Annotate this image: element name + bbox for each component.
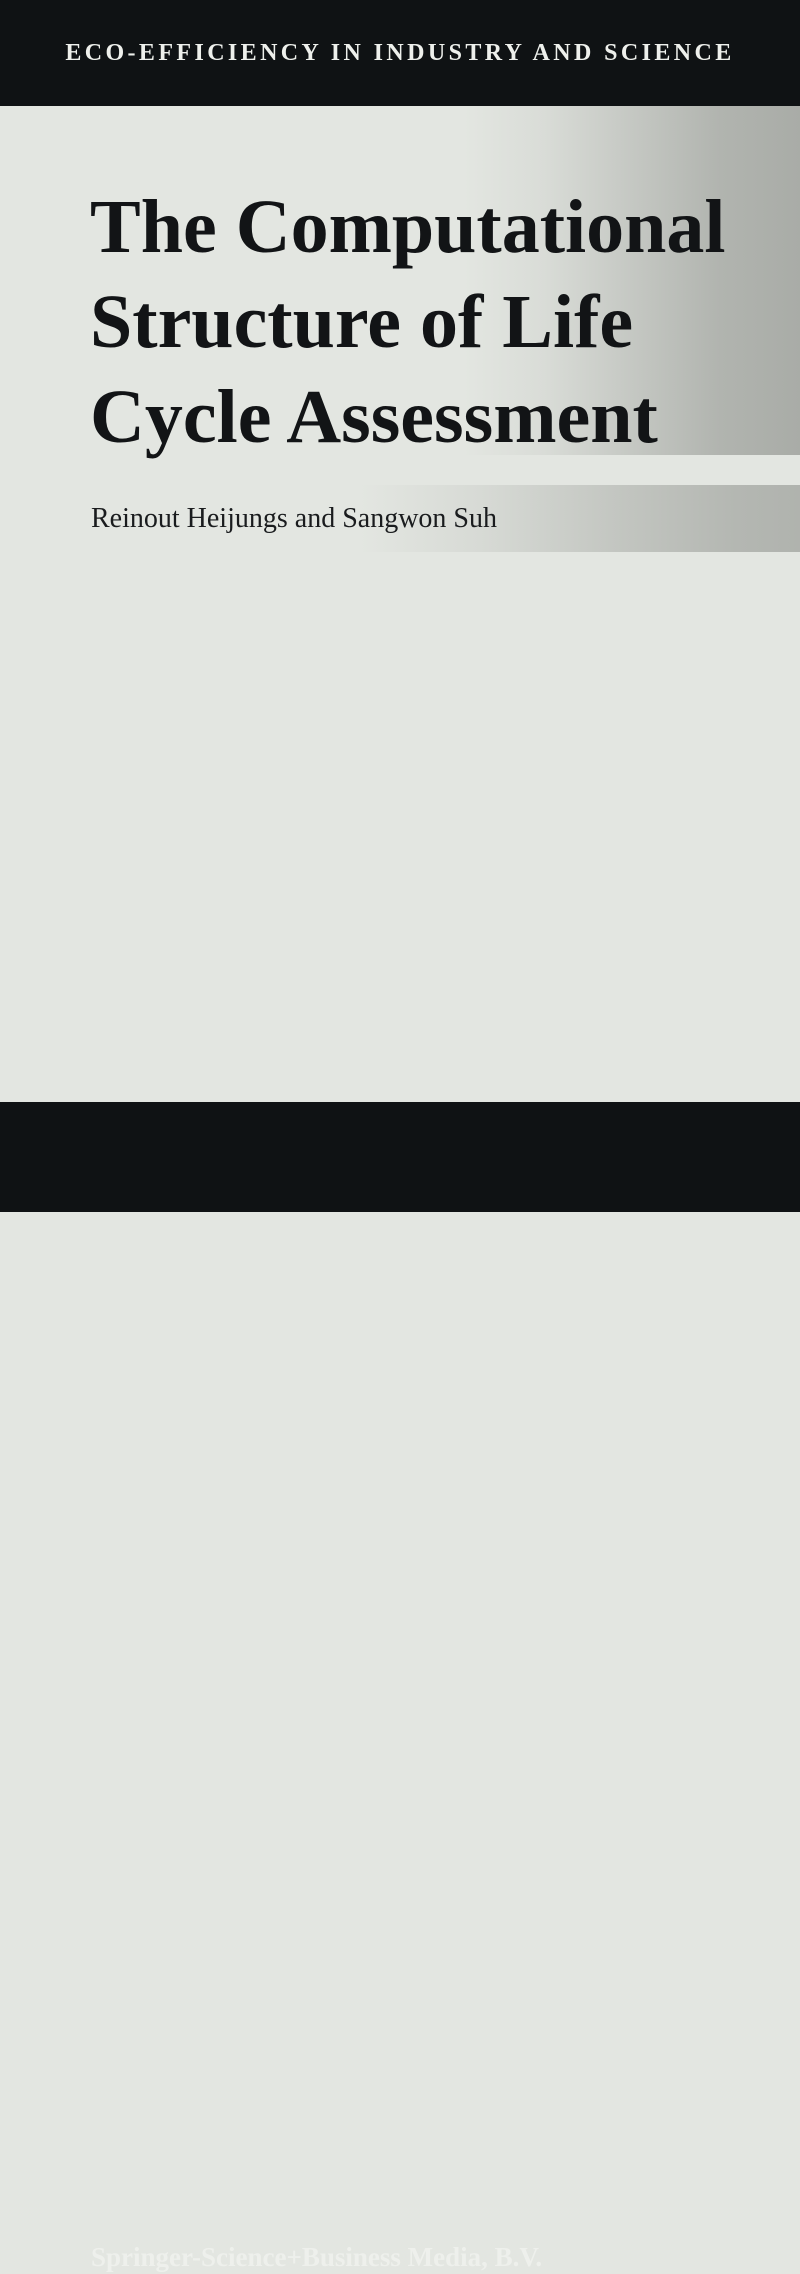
authors: Reinout Heijungs and Sangwon Suh: [91, 503, 497, 534]
series-band: [0, 0, 800, 106]
book-title-line-2: Structure of Life: [90, 280, 634, 364]
series-title: ECO-EFFICIENCY IN INDUSTRY AND SCIENCE: [65, 40, 735, 66]
publisher-band: [0, 1102, 800, 2272]
publisher-name: Springer-Science+Business Media, B.V.: [91, 2242, 543, 2272]
book-title-line-1: The Computational: [90, 185, 726, 269]
book-title-line-3: Cycle Assessment: [90, 375, 658, 459]
book-title: [90, 180, 790, 465]
